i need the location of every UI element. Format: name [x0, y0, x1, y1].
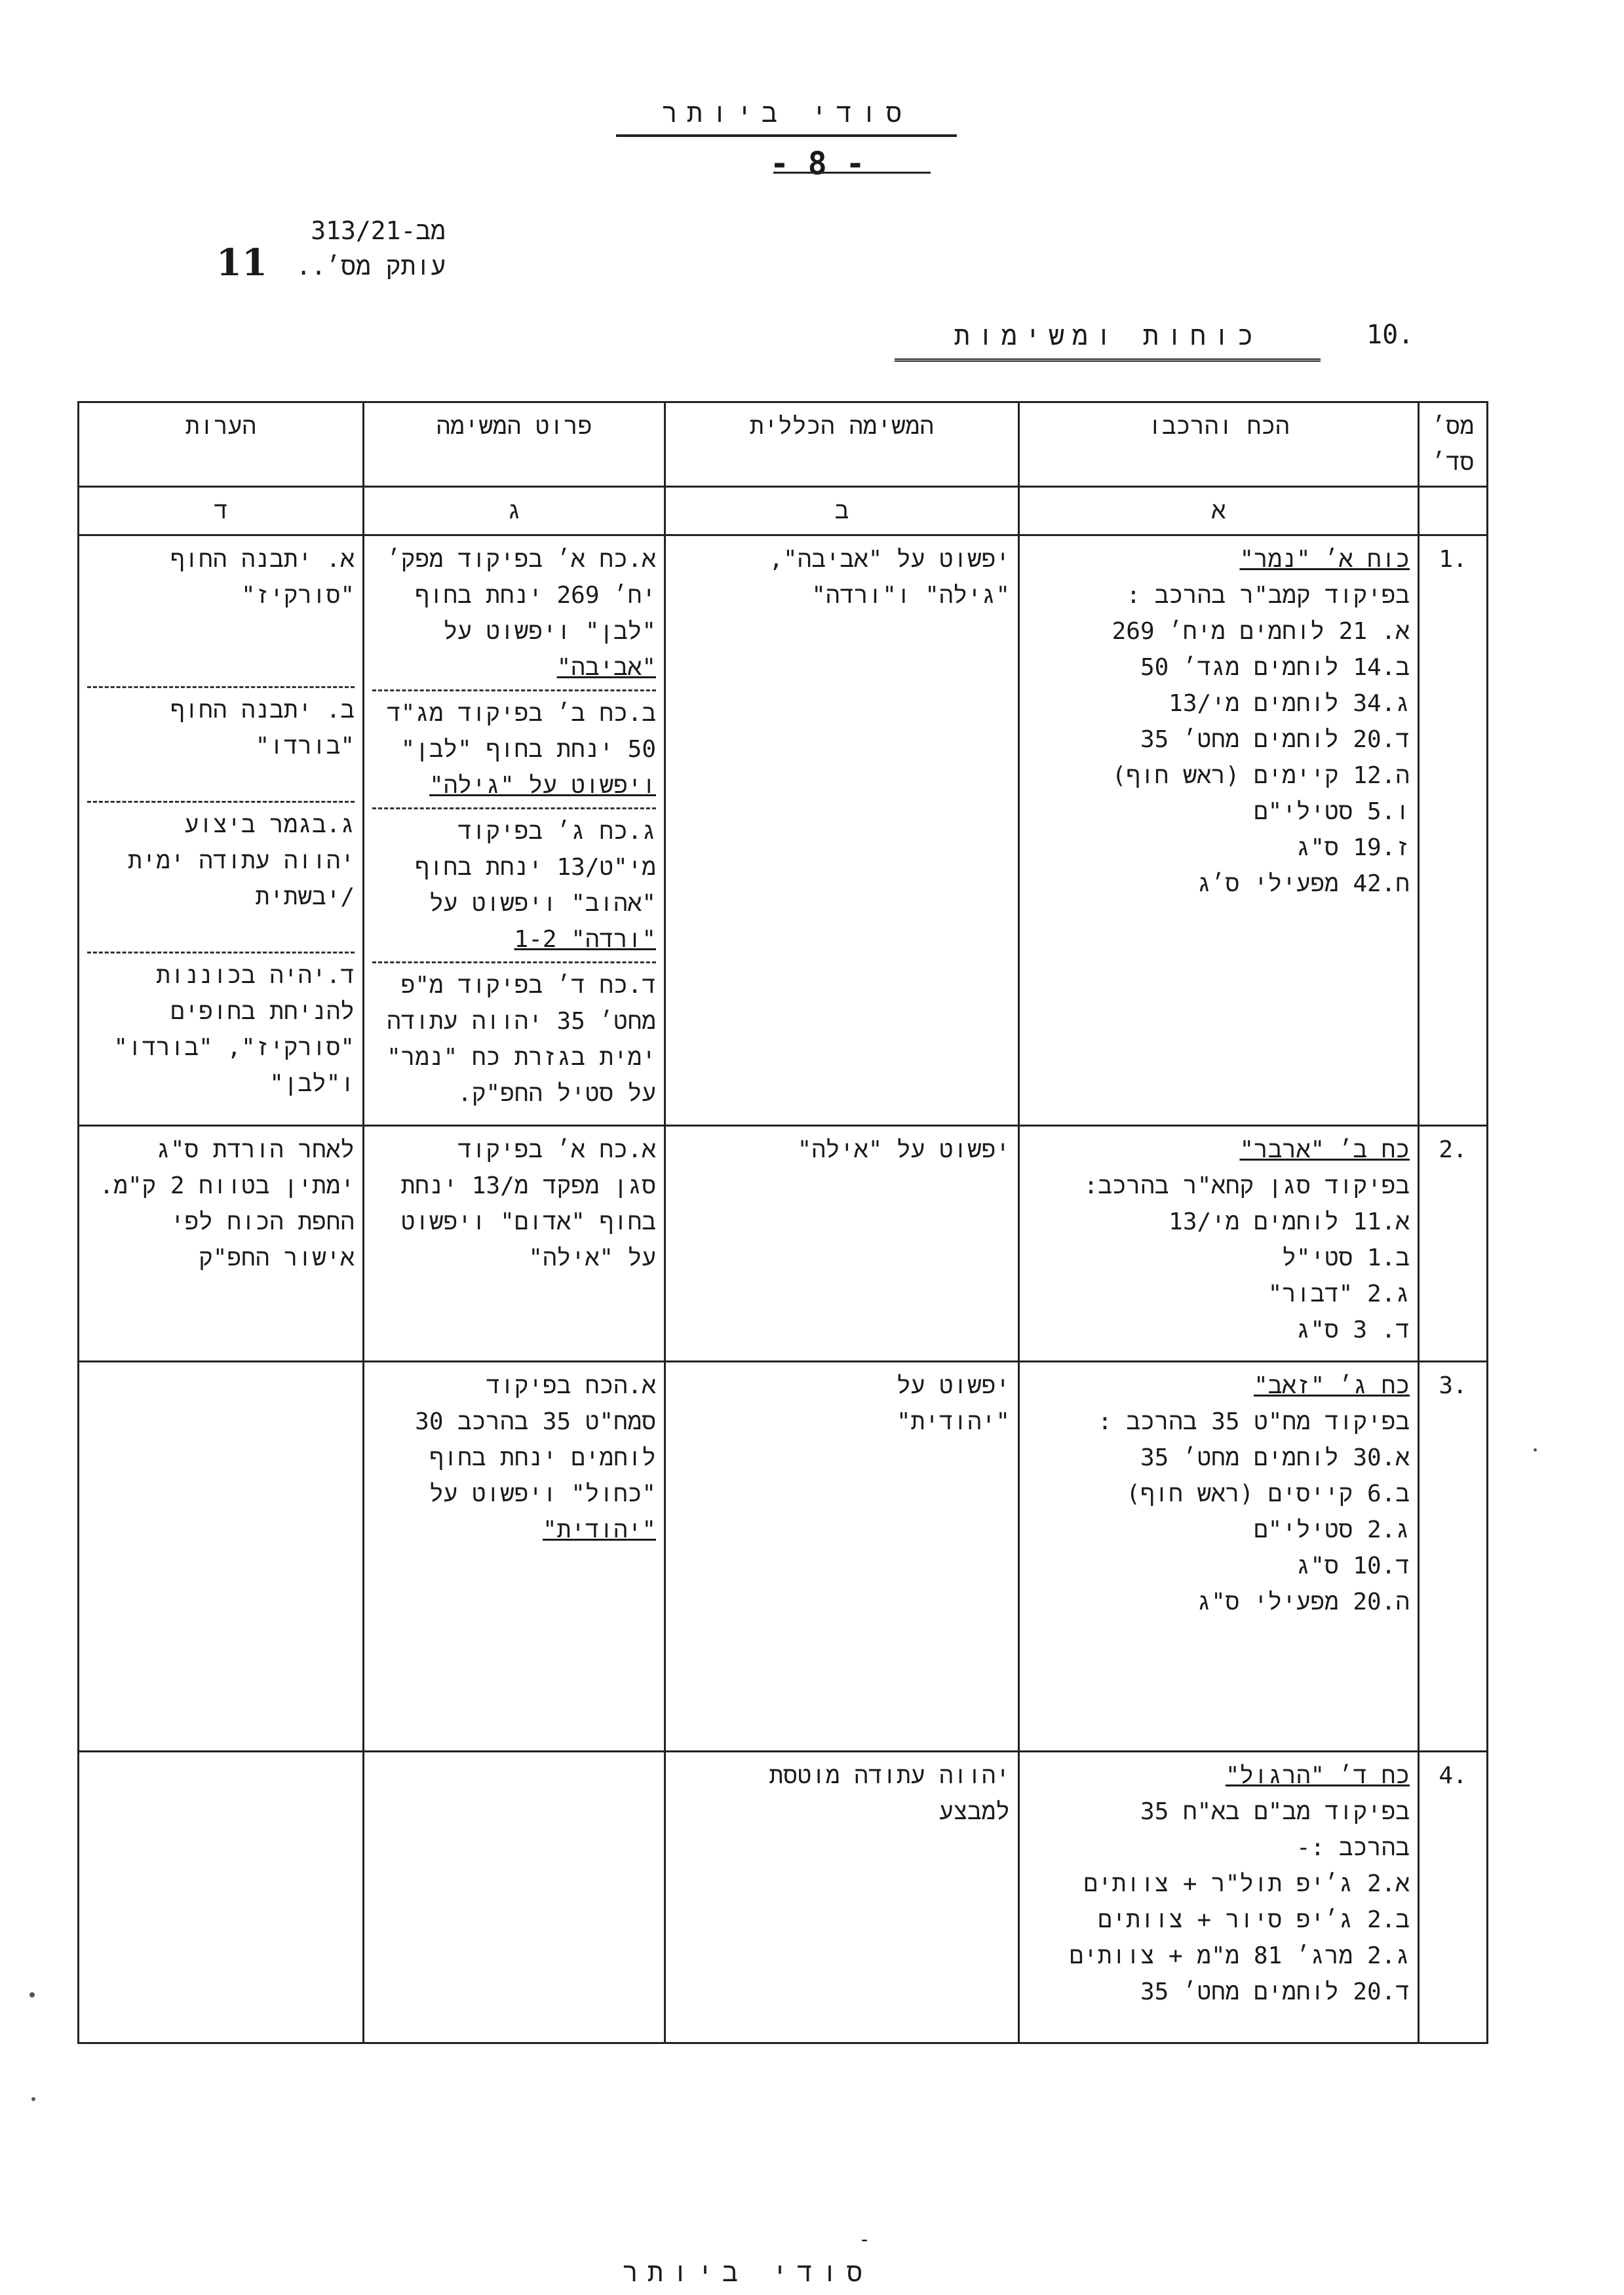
table-row: [79, 535, 1488, 1126]
detail-line: ג.כח ג׳ בפיקוד: [457, 818, 656, 845]
note-line: אישור החפ"ק: [199, 1244, 355, 1271]
table-header-row: [79, 402, 1488, 487]
detail-line: "יהודית": [543, 1516, 656, 1543]
detail-block: [372, 541, 656, 691]
detail-line: "ורדה" 1-2: [514, 926, 656, 953]
column-header-serial: מס׳ סד׳: [1419, 402, 1488, 487]
details-cell: [364, 1126, 665, 1362]
note-line: ימתין בטווח 2 ק"מ.: [99, 1172, 355, 1199]
note-line: "בורדו": [255, 733, 355, 760]
force-cell: [1019, 1126, 1419, 1362]
detail-line: מחט׳ 35 יהווה עתודה: [387, 1008, 656, 1035]
note-line: יהווה עתודה ימית: [128, 847, 355, 874]
force-line: ג.2 סטילי"ם: [1254, 1516, 1410, 1543]
note-line: א. יתבנה החוף: [170, 546, 355, 573]
classification-footer: סודי ביותר: [622, 2258, 872, 2288]
column-header-details: פרוט המשימה: [364, 402, 665, 487]
reference-number: מב-313/21: [311, 216, 446, 245]
notes-cell: [79, 535, 364, 1126]
detail-block: [372, 967, 656, 1115]
column-header-notes: הערות: [79, 402, 364, 487]
column-header-force: הכח והרכבו: [1019, 402, 1419, 487]
mission-line: יפשוט על "אילה": [797, 1136, 1010, 1163]
force-line: א.2 ג׳יפ תול"ר + צוותים: [1083, 1870, 1410, 1897]
detail-line: א.הכח בפיקוד: [486, 1372, 656, 1399]
detail-line: א.כח א׳ בפיקוד מפק׳: [387, 546, 656, 573]
mission-cell: [665, 1752, 1019, 2043]
row-number: .1: [1419, 535, 1488, 1126]
detail-block: [372, 695, 656, 809]
detail-line: "כחול" ויפשוט על: [429, 1480, 656, 1507]
footer-dash: -: [859, 2228, 871, 2251]
force-line: בפיקוד מב"ם בא"ח 35: [1140, 1798, 1410, 1825]
copy-number-handwritten: 11: [216, 241, 267, 284]
force-line: ז.19 ס"ג: [1296, 834, 1410, 861]
column-letter: א: [1019, 487, 1419, 535]
page-number: - 8 -: [770, 145, 865, 182]
force-cell: [1019, 535, 1419, 1126]
table-row: [79, 1362, 1488, 1752]
force-line: ד.10 ס"ג: [1296, 1552, 1410, 1579]
note-block: [87, 807, 355, 954]
force-line: ד. 3 ס"ג: [1296, 1317, 1410, 1343]
scan-speck: [31, 2097, 35, 2101]
force-cell: [1019, 1752, 1419, 2043]
force-title: כח ד׳ "הרגול": [1225, 1762, 1410, 1789]
force-line: בפיקוד קמב"ר בהרכב :: [1126, 582, 1410, 609]
force-line: א.30 לוחמים מחט׳ 35: [1140, 1444, 1410, 1471]
column-letter: ד: [79, 487, 364, 535]
detail-line: סגן מפקד מ/13 ינחת: [400, 1172, 656, 1199]
scan-speck: [29, 1992, 35, 1997]
note-line: /יבשתית: [255, 883, 355, 910]
details-cell: [364, 1362, 665, 1752]
note-line: החפת הכוח לפי: [170, 1208, 355, 1235]
details-cell: [364, 1752, 665, 2043]
detail-line: "אהוב" ויפשוט על: [429, 890, 656, 917]
scan-speck: [1534, 1448, 1537, 1452]
detail-line: ד.כח ד׳ בפיקוד מ"פ: [400, 972, 656, 999]
force-line: ג.2 "דבור": [1267, 1281, 1410, 1307]
mission-line: למבצע: [938, 1798, 1010, 1825]
force-title: כח ב׳ "ארבר": [1239, 1136, 1410, 1163]
note-line: להניחת בחופים: [170, 998, 355, 1025]
note-line: "סורקיז": [241, 582, 355, 609]
force-line: א.11 לוחמים מי/13: [1169, 1208, 1410, 1235]
mission-cell: [665, 1126, 1019, 1362]
column-letter: ג: [364, 487, 665, 535]
note-line: ו"לבן": [269, 1070, 355, 1097]
detail-line: 50 ינחת בחוף "לבן": [400, 736, 656, 763]
copy-label: עותק מס׳..: [296, 252, 446, 280]
force-line: ב.14 לוחמים מגד׳ 50: [1140, 654, 1410, 681]
forces-table: [77, 401, 1488, 2044]
force-line: א. 21 לוחמים מיח׳ 269: [1112, 618, 1410, 645]
detail-block: [372, 813, 656, 963]
force-line: ג.34 לוחמים מי/13: [1169, 690, 1410, 717]
section-number: 10.: [1366, 320, 1414, 350]
note-block: [87, 957, 355, 1106]
detail-line: "לבן" ויפשוט על: [443, 618, 656, 645]
force-line: בהרכב :-: [1296, 1834, 1410, 1861]
row-number: .4: [1419, 1752, 1488, 2043]
notes-cell: [79, 1126, 364, 1362]
detail-line: בחוף "אדום" ויפשוט: [400, 1208, 656, 1235]
force-title: כח ג׳ "זאב": [1254, 1372, 1410, 1399]
table-row: [79, 1752, 1488, 2043]
note-line: ג.בגמר ביצוע: [184, 811, 355, 838]
mission-cell: [665, 535, 1019, 1126]
detail-line: על סטיל החפ"ק.: [457, 1080, 656, 1107]
table-row: [79, 1126, 1488, 1362]
row-number: .3: [1419, 1362, 1488, 1752]
note-block: [87, 541, 355, 688]
force-line: ד.20 לוחמים מחט׳ 35: [1140, 726, 1410, 753]
mission-line: יהווה עתודה מוטסת: [769, 1762, 1010, 1789]
force-line: ד.20 לוחמים מחט׳ 35: [1140, 1978, 1410, 2005]
force-line: ב.6 קייסים (ראש חוף): [1126, 1480, 1410, 1507]
page-number-underline: [773, 172, 931, 174]
details-cell: [364, 535, 665, 1126]
force-title: כוח א׳ "נמר": [1239, 546, 1410, 573]
section-title: כוחות ומשימות: [895, 321, 1321, 362]
detail-line: א.כח א׳ בפיקוד: [457, 1136, 656, 1163]
notes-cell: [79, 1362, 364, 1752]
detail-line: ויפשוט על "גילה": [429, 772, 656, 799]
note-line: ד.יהיה בכוננות: [156, 962, 355, 989]
detail-line: יח׳ 269 ינחת בחוף: [415, 582, 656, 609]
force-line: ו.5 סטילי"ם: [1254, 798, 1410, 825]
force-line: ב.1 סטי"ל: [1282, 1244, 1410, 1271]
mission-line: "יהודית": [897, 1408, 1010, 1435]
column-letter: ב: [665, 487, 1019, 535]
mission-line: "גילה" ו"ורדה": [811, 582, 1010, 609]
column-header-mission: המשימה הכללית: [665, 402, 1019, 487]
detail-line: ימית בגזרת כח "נמר": [387, 1044, 656, 1071]
mission-cell: [665, 1362, 1019, 1752]
detail-line: "אביבה": [556, 654, 656, 681]
force-line: ה.12 קיימים (ראש חוף): [1112, 762, 1410, 789]
force-line: ג.2 מרג׳ 81 מ"מ + צוותים: [1069, 1942, 1410, 1969]
force-line: בפיקוד סגן קחא"ר בהרכב:: [1083, 1172, 1410, 1199]
column-letter: [1419, 487, 1488, 535]
note-line: "סורקיז", "בורדו": [113, 1034, 355, 1061]
detail-line: על "אילה": [528, 1244, 656, 1271]
detail-line: לוחמים ינחת בחוף: [429, 1444, 656, 1471]
mission-line: יפשוט על: [897, 1372, 1010, 1399]
force-line: ה.20 מפעילי ס"ג: [1197, 1589, 1410, 1615]
classification-header: סודי ביותר: [616, 98, 957, 137]
note-line: לאחר הורדת ס"ג: [156, 1136, 355, 1163]
detail-line: מי"ט/13 ינחת בחוף: [415, 854, 656, 881]
notes-cell: [79, 1752, 364, 2043]
detail-line: ב.כח ב׳ בפיקוד מג"ד: [387, 700, 656, 727]
row-number: .2: [1419, 1126, 1488, 1362]
mission-line: יפשוט על "אביבה",: [769, 546, 1010, 573]
force-cell: [1019, 1362, 1419, 1752]
force-line: בפיקוד מח"ט 35 בהרכב :: [1098, 1408, 1410, 1435]
note-block: [87, 692, 355, 803]
detail-line: סמח"ט 35 בהרכב 30: [415, 1408, 656, 1435]
column-letter-row: [79, 487, 1488, 535]
force-line: ח.42 מפעילי ס׳ג: [1197, 870, 1410, 897]
note-line: ב. יתבנה החוף: [170, 697, 355, 723]
force-line: ב.2 ג׳יפ סיור + צוותים: [1098, 1906, 1410, 1933]
